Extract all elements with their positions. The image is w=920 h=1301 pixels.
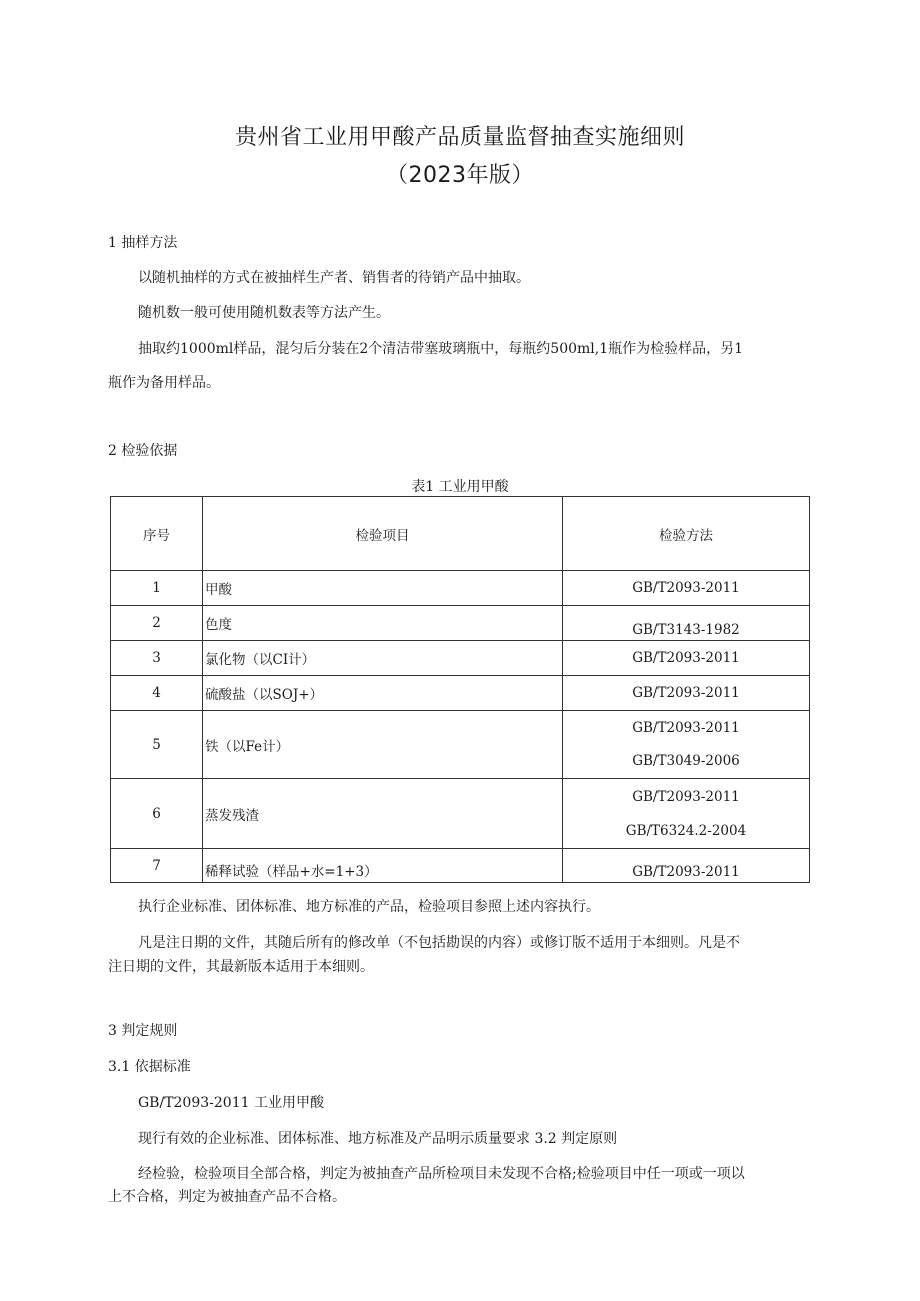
table-caption: 表1 工业用甲酸	[411, 479, 509, 495]
table-row	[111, 711, 810, 779]
table-row	[111, 849, 810, 883]
section-3-paragraph-1: 现行有效的企业标准、团体标准、地方标准及产品明示质量要求 3.2 判定原则	[138, 1131, 618, 1147]
header-item: 检验项目	[203, 497, 563, 571]
section-2-note-2-line-1: 凡是注日期的文件，其随后所有的修改单（不包括勘误的内容）或修订版不适用于本细则。凡是不	[138, 935, 740, 951]
row-no: 4	[111, 676, 203, 711]
row-method: GB/T3143-1982	[563, 606, 810, 641]
section-1-paragraph-1: 以随机抽样的方式在被抽样生产者、销售者的待销产品中抽取。	[138, 270, 530, 286]
row-method: GB/T2093-2011	[632, 720, 740, 736]
section-2-note-2-line-2: 注日期的文件，其最新版本适用于本细则。	[108, 959, 374, 975]
section-1-heading: 1 抽样方法	[108, 235, 178, 251]
row-no: 7	[111, 849, 203, 883]
table-row	[111, 641, 810, 676]
row-method: GB/T3049-2006	[632, 753, 740, 769]
row-item: 硫酸盐（以SOJ+）	[203, 676, 563, 711]
row-no: 5	[111, 711, 203, 779]
row-item: 甲酸	[203, 571, 563, 606]
table-row	[111, 571, 810, 606]
row-item: 铁（以Fe计）	[203, 711, 563, 779]
table-header-row	[111, 497, 810, 571]
row-no: 3	[111, 641, 203, 676]
section-3-heading: 3 判定规则	[108, 1023, 178, 1039]
inspection-table	[110, 496, 810, 883]
row-method: GB/T2093-2011	[632, 788, 740, 805]
row-method: GB/T6324.2-2004	[625, 822, 747, 839]
section-3-standard: GB/T2093-2011 工业用甲酸	[138, 1095, 324, 1111]
row-item: 稀释试验（样品+水=1+3）	[203, 849, 563, 883]
row-method: GB/T2093-2011	[563, 641, 810, 676]
header-method: 检验方法	[563, 497, 810, 571]
row-method: GB/T2093-2011	[563, 676, 810, 711]
document-title: 贵州省工业用甲酸产品质量监督抽查实施细则	[234, 125, 685, 150]
section-1-paragraph-3-line-2: 瓶作为备用样品。	[108, 375, 220, 391]
row-method-cell	[563, 711, 810, 779]
section-3-1-heading: 3.1 依据标准	[108, 1059, 191, 1075]
section-1-paragraph-3-line-1: 抽取约1000ml样品，混匀后分装在2个清洁带塞玻璃瓶中，每瓶约500ml,1瓶作为检验样品，另1	[138, 341, 744, 357]
row-method: GB/T2093-2011	[563, 849, 810, 883]
row-method-cell	[563, 779, 810, 849]
section-2-note-1: 执行企业标准、团体标准、地方标准的产品，检验项目参照上述内容执行。	[138, 899, 600, 915]
row-no: 1	[111, 571, 203, 606]
row-no: 6	[111, 779, 203, 849]
row-no: 2	[111, 606, 203, 641]
row-method: GB/T2093-2011	[563, 571, 810, 606]
section-3-paragraph-2-line-2: 上不合格，判定为被抽查产品不合格。	[108, 1189, 346, 1205]
table-row	[111, 606, 810, 641]
section-2-heading: 2 检验依据	[108, 443, 178, 459]
section-3-paragraph-2-line-1: 经检验，检验项目全部合格，判定为被抽查产品所检项目未发现不合格;检验项目中任一项或一项以	[138, 1166, 745, 1182]
row-item: 色度	[203, 606, 563, 641]
section-1-paragraph-2: 随机数一般可使用随机数表等方法产生。	[138, 305, 390, 321]
row-item: 蒸发残渣	[203, 779, 563, 849]
table-row	[111, 676, 810, 711]
document-subtitle: （2023年版）	[386, 163, 534, 188]
table-row	[111, 779, 810, 849]
header-no: 序号	[111, 497, 203, 571]
row-item: 氯化物（以CI计）	[203, 641, 563, 676]
